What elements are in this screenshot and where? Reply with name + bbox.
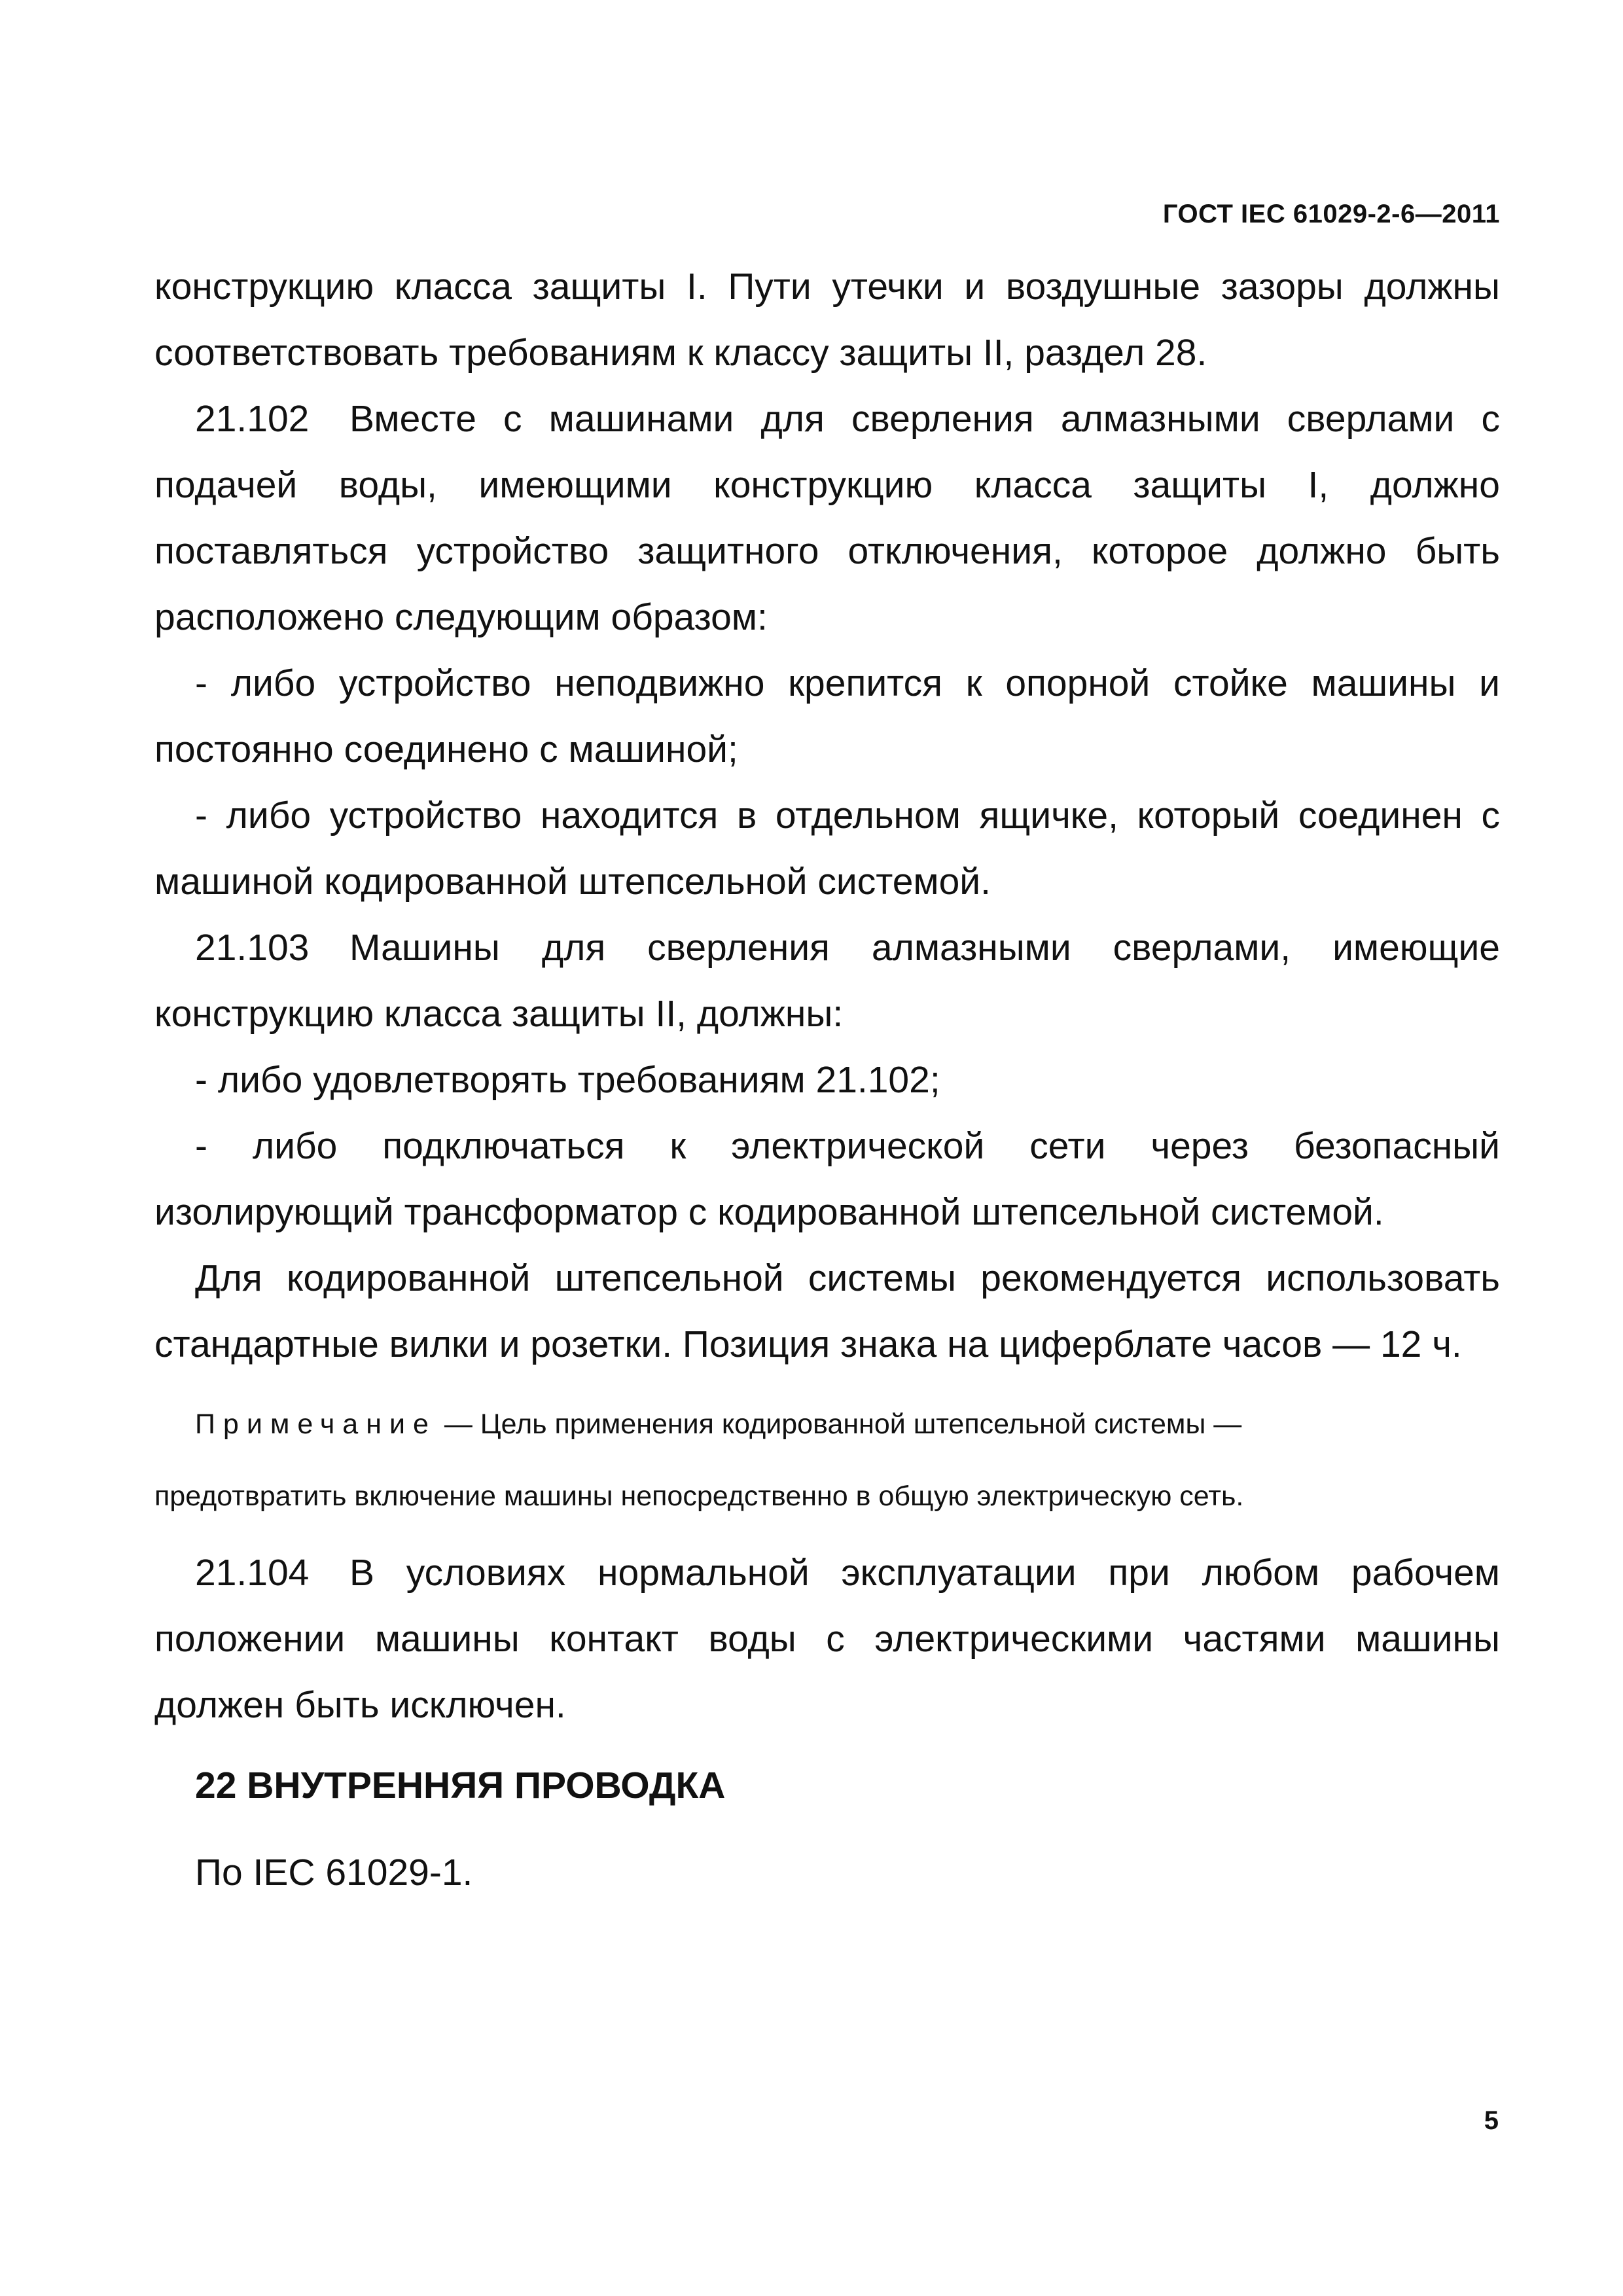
- clause-number: 21.103: [195, 927, 310, 969]
- clause-text: Машины для сверления алмазными сверлами, имеющие конструкцию класса защиты II, должны:: [154, 927, 1500, 1035]
- list-item: - либо подключаться к электрической сети через безопасный изолирующий трансформатор с кодированной штепсельной системой.: [154, 1125, 1500, 1233]
- document-body: [154, 254, 1500, 1906]
- clause-text: В условиях нормальной эксплуатации при любом рабочем положении машины контакт воды с электрическими частями машины должен быть исключен.: [154, 1552, 1500, 1726]
- list-item: - либо удовлетворять требованиям 21.102;: [195, 1059, 940, 1101]
- clause-number: 21.104: [195, 1552, 310, 1594]
- paragraph: Для кодированной штепсельной системы рекомендуется использовать стандартные вилки и розетки. Позиция знака на циферблате часов — 12 ч.: [154, 1257, 1500, 1365]
- clause-text: Вместе с машинами для сверления алмазными сверлами с подачей воды, имеющими конструкцию класса защиты I, должно поставляться устройство защитного отключения, которое должно быть расположено следующим образом:: [154, 398, 1500, 638]
- note-continuation: предотвратить включение машины непосредственно в общую электрическую сеть.: [154, 1480, 1244, 1512]
- clause-21-104: [154, 1540, 1500, 1738]
- section-title: 22 ВНУТРЕННЯЯ ПРОВОДКА: [195, 1765, 726, 1806]
- list-item: - либо устройство находится в отдельном ящичке, который соединен с машиной кодированной штепсельной системой.: [154, 795, 1500, 903]
- note-label: Примечание: [195, 1408, 437, 1440]
- clause-21-103: [154, 915, 1500, 1047]
- paragraph: По IEC 61029-1.: [195, 1852, 473, 1893]
- note-text: — Цель применения кодированной штепсельной системы —: [436, 1408, 1242, 1440]
- document-code-header: ГОСТ IEC 61029-2-6—2011: [1162, 200, 1500, 228]
- list-item: - либо устройство неподвижно крепится к опорной стойке машины и постоянно соединено с машиной;: [154, 662, 1500, 770]
- page-number: 5: [1484, 2106, 1499, 2135]
- clause-21-102: [154, 386, 1500, 651]
- paragraph-continuation: конструкцию класса защиты I. Пути утечки и воздушные зазоры должны соответствовать требованиям к классу защиты II, раздел 28.: [154, 266, 1500, 374]
- clause-number: 21.102: [195, 398, 310, 440]
- note: [154, 1403, 1500, 1446]
